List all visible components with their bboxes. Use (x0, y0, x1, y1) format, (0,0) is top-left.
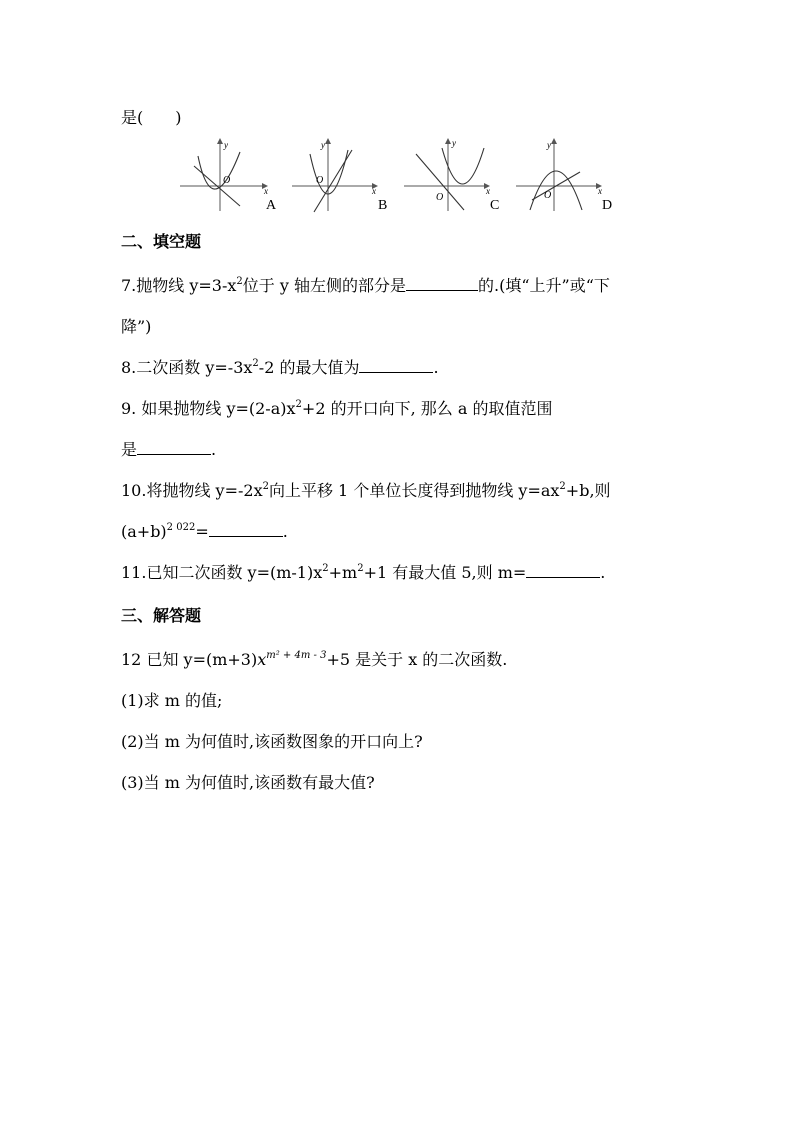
q9-text-a: 9. 如果抛物线 y=(2-a)x (121, 399, 296, 418)
figure-c-y-label: y (452, 138, 456, 148)
figure-b (292, 136, 392, 216)
q11-answer-blank[interactable] (526, 563, 600, 578)
q9-text-b: +2 的开口向下, 那么 a 的取值范围 (301, 399, 553, 418)
section-heading-solve: 三、解答题 (121, 606, 202, 625)
q10-text-d: (a+b) (121, 522, 167, 541)
question-12-part-3: (3)当 m 为何值时,该函数有最大值? (121, 773, 375, 792)
q8-exponent: 2 (252, 357, 259, 369)
q10-text-e: = (195, 522, 209, 541)
q9-answer-blank[interactable] (137, 440, 211, 455)
q9-exponent: 2 (295, 398, 302, 410)
q9-text-d: . (211, 440, 217, 459)
figure-b-graph (292, 136, 392, 216)
question-12 (121, 650, 507, 670)
q10-exponent-1: 2 (262, 480, 269, 492)
figure-a-x-label: x (264, 186, 268, 196)
figure-b-origin-label: O (316, 175, 324, 186)
figure-d-x-label: x (598, 186, 602, 196)
q10-text-a: 10.将抛物线 y=-2x (121, 481, 263, 500)
figure-a-y-label: y (224, 140, 228, 150)
figure-d-letter: D (602, 198, 613, 213)
q10-text-f: . (282, 522, 288, 541)
figure-b-y-label: y (321, 140, 325, 150)
figure-a-graph (180, 136, 280, 216)
q11-text-b: +m (328, 563, 358, 582)
question-7 (121, 276, 610, 296)
section-heading-fill-in: 二、填空题 (121, 232, 202, 251)
figure-d-origin-label: O (544, 190, 552, 201)
figure-c (404, 136, 504, 216)
q12-exponent: m² + 4m - 3 (266, 649, 327, 661)
question-12-part-1: (1)求 m 的值; (121, 691, 223, 710)
figure-c-graph (404, 136, 504, 216)
figure-d-graph (516, 136, 616, 216)
question-9 (121, 399, 673, 419)
q9-text-c: 是 (121, 440, 138, 459)
question-11 (121, 563, 605, 583)
figure-d (516, 136, 616, 216)
figure-b-x-label: x (372, 186, 376, 196)
figure-d-y-label: y (547, 140, 551, 150)
question-9-cont (121, 440, 216, 460)
q7-text-c: 的.(填“上升”或“下 (478, 276, 610, 295)
q11-text-c: +1 有最大值 5,则 m= (363, 563, 527, 582)
q8-text-b: -2 的最大值为 (258, 358, 360, 377)
figure-a (180, 136, 280, 216)
q10-exponent-3: 2 022 (166, 521, 196, 533)
figure-a-origin-label: O (223, 175, 231, 186)
q10-exponent-2: 2 (559, 480, 566, 492)
q11-exponent-1: 2 (322, 562, 329, 574)
q12-text-b: +5 是关于 x 的二次函数. (326, 650, 508, 669)
q7-text-b: 位于 y 轴左侧的部分是 (242, 276, 407, 295)
question-8 (121, 358, 439, 378)
figure-c-x-label: x (486, 186, 490, 196)
q10-text-c: +b,则 (565, 481, 611, 500)
question-10-cont (121, 522, 288, 542)
q12-variable-x: x (257, 650, 267, 669)
q7-answer-blank[interactable] (406, 276, 478, 291)
q7-text-a: 7.抛物线 y=3-x (121, 276, 237, 295)
q8-text-c: . (433, 358, 439, 377)
question-10 (121, 481, 611, 501)
q11-exponent-2: 2 (357, 562, 364, 574)
question-7-cont: 降”) (121, 317, 152, 336)
figure-c-letter: C (490, 198, 500, 213)
question-6-tail: 是( ) (121, 108, 182, 127)
q12-text-a: 12 已知 y=(m+3) (121, 650, 258, 669)
figure-a-letter: A (266, 198, 277, 213)
q10-text-b: 向上平移 1 个单位长度得到抛物线 y=ax (268, 481, 560, 500)
figure-b-letter: B (378, 198, 388, 213)
q8-text-a: 8.二次函数 y=-3x (121, 358, 253, 377)
question-12-part-2: (2)当 m 为何值时,该函数图象的开口向上? (121, 732, 423, 751)
q11-text-a: 11.已知二次函数 y=(m-1)x (121, 563, 323, 582)
q8-answer-blank[interactable] (359, 358, 433, 373)
figure-c-origin-label: O (436, 192, 444, 203)
q10-answer-blank[interactable] (209, 522, 283, 537)
q7-exponent: 2 (236, 275, 243, 287)
q11-text-d: . (600, 563, 606, 582)
